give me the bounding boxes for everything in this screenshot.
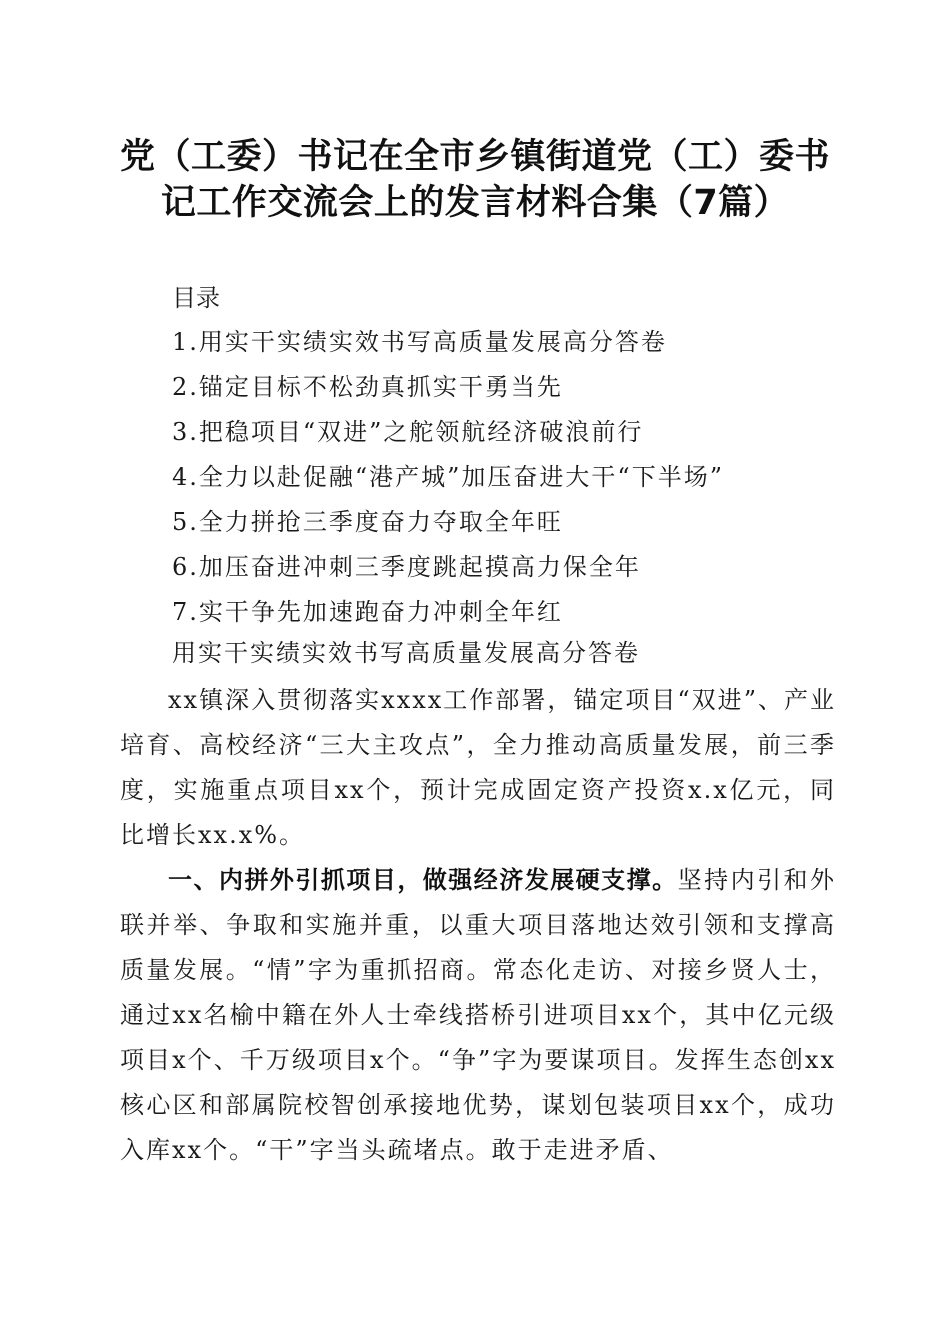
document-title (110, 134, 840, 226)
toc-item: 5.全力拼抢三季度奋力夺取全年旺 (172, 508, 563, 536)
body-paragraph: xx镇深入贯彻落实xxxx工作部署，锚定项目“双进”、产业培育、高校经济“三大主攻点”，全力推动高质量发展，前三季度，实施重点项目xx个，预计完成固定资产投资x.x亿元，同比增长xx.x%。 (120, 686, 836, 849)
toc-item: 6.加压奋进冲刺三季度跳起摸高力保全年 (172, 553, 641, 581)
toc-item: 7.实干争先加速跑奋力冲刺全年红 (172, 598, 563, 626)
title-line-1: 党（工委）书记在全市乡镇街道党（工）委书 (119, 137, 830, 177)
section-title: 用实干实绩实效书写高质量发展高分答卷 (172, 639, 640, 667)
body-paragraph (120, 858, 836, 1173)
toc-heading: 目录 (172, 284, 220, 312)
table-of-contents (172, 326, 724, 641)
paragraph-lead-heading: 一、内拼外引抓项目，做强经济发展硬支撑。 (168, 866, 678, 894)
toc-item: 2.锚定目标不松劲真抓实干勇当先 (172, 373, 563, 401)
toc-item: 4.全力以赴促融“港产城”加压奋进大干“下半场” (172, 463, 724, 491)
paragraph-body-text: 坚持内引和外联并举、争取和实施并重，以重大项目落地达效引领和支撑高质量发展。“情”字为重抓招商。常态化走访、对接乡贤人士，通过xx名榆中籍在外人士牵线搭桥引进项目xx个，其中亿元级项目x个、千万级项目x个。“争”字为要谋项目。发挥生态创xx核心区和部属院校智创承接地优势，谋划包装项目xx个，成功入库xx个。“干”字当头疏堵点。敢于走进矛盾、 (120, 866, 837, 1164)
toc-item: 1.用实干实绩实效书写高质量发展高分答卷 (172, 328, 667, 356)
toc-item: 3.把稳项目“双进”之舵领航经济破浪前行 (172, 418, 644, 446)
title-line-2: 记工作交流会上的发言材料合集（7篇） (160, 183, 790, 223)
